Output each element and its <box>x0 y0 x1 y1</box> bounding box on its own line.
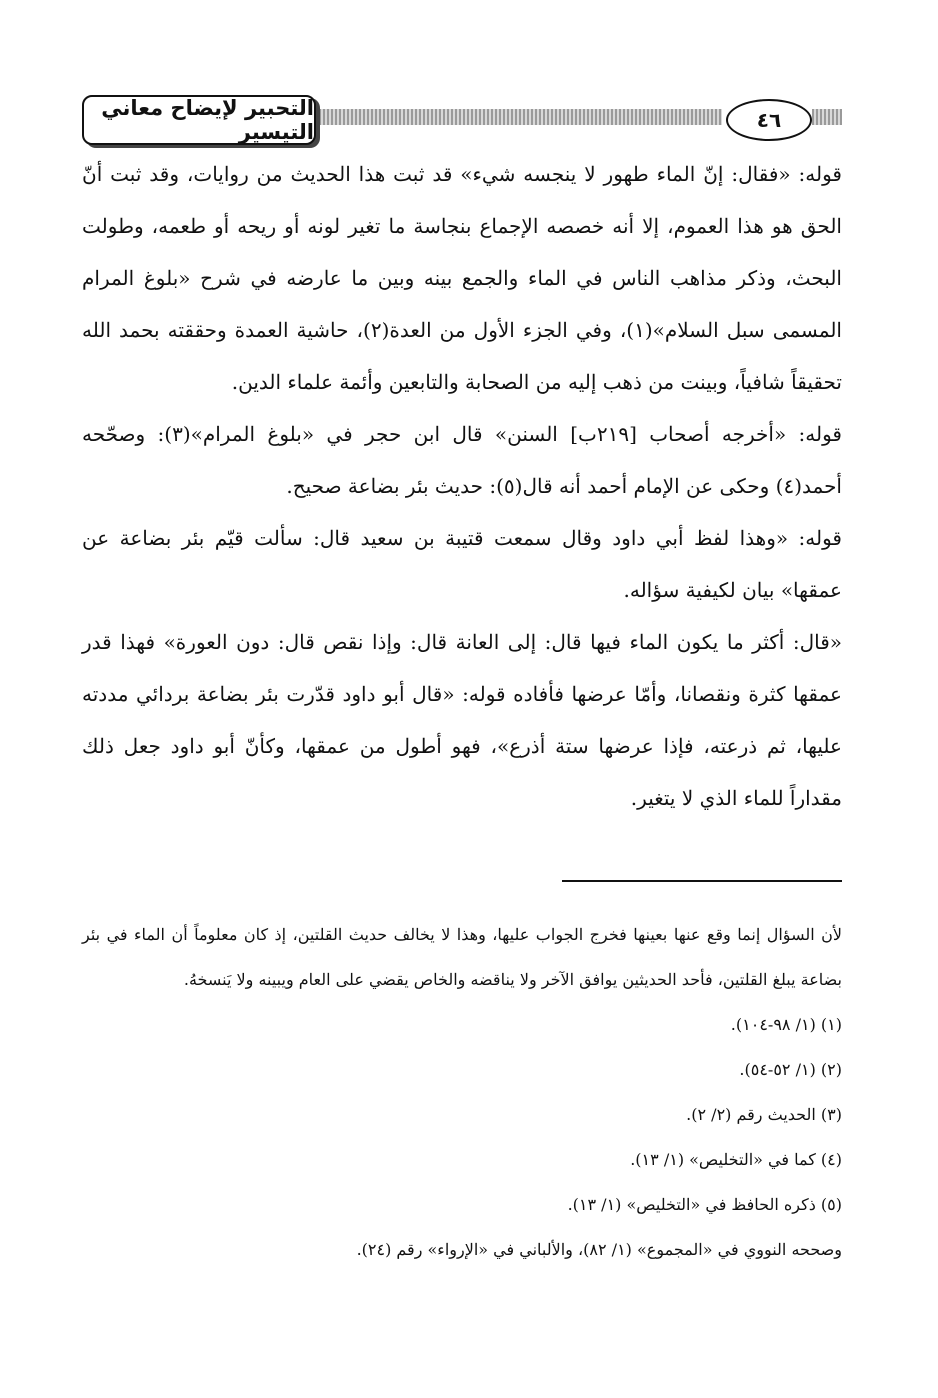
paragraph-4: «قال: أكثر ما يكون الماء فيها قال: إلى العانة قال: وإذا نقص قال: دون العورة» فهذا قدر عمقها كثرة ونقصانا، وأمّا عرضها فأفاده قوله: «قال أبو داود قدّرت بئر بضاعة بردائي مددته عليها، ثم ذرعته، فإذا عرضها ستة أذرع»، فهو أطول من عمقها، وكأنّ أبو داود جعل ذلك مقداراً للماء الذي لا يتغير. <box>82 630 842 810</box>
paragraph-3: قوله: «وهذا لفظ أبي داود وقال سمعت قتيبة بن سعيد قال: سألت قيّم بئر بضاعة عن عمقها» بيان لكيفية سؤاله. <box>82 526 842 602</box>
footnote-continuation: لأن السؤال إنما وقع عنها بعينها فخرج الجواب عليها، وهذا لا يخالف حديث القلتين، إذ كان معلوماً أن الماء في بئر بضاعة يبلغ القلتين، فأحد الحديثين يوافق الآخر ولا يناقضه والخاص يقضي على العام ويبينه ولا يَنسخهُ. <box>82 925 842 989</box>
footnotes <box>82 912 842 1272</box>
paragraph-2: قوله: «أخرجه أصحاب [٢١٩ب] السنن» قال ابن حجر في «بلوغ المرام»(٣): وصحّحه أحمد(٤) وحكى عن الإمام أحمد أنه قال(٥): حديث بئر بضاعة صحيح. <box>82 422 842 498</box>
footnote-3: (٣) الحديث رقم (٢/ ٢). <box>686 1105 842 1124</box>
page-header <box>82 95 842 149</box>
page-number: ٤٦ <box>726 99 812 141</box>
footnote-separator <box>562 880 842 882</box>
footnote-2: (٢) (١/ ٥٢-٥٤). <box>739 1060 842 1079</box>
header-decorative-band-end <box>812 109 842 125</box>
footnote-5-continuation: وصححه النووي في «المجموع» (١/ ٨٢)، والألباني في «الإرواء» رقم (٢٤). <box>356 1240 842 1259</box>
header-decorative-band <box>307 109 722 125</box>
footnote-1: (١) (١/ ٩٨-١٠٤). <box>730 1015 842 1034</box>
book-title: التحبير لإيضاح معاني التيسير <box>82 95 316 145</box>
main-text <box>82 148 842 824</box>
paragraph-1: قوله: «فقال: إنّ الماء طهور لا ينجسه شيء» قد ثبت هذا الحديث من روايات، وقد ثبت أنّ الحق هو هذا العموم، إلا أنه خصصه الإجماع بنجاسة ما تغير لونه أو ريحه أو طعمه، وطولت البحث، وذكر مذاهب الناس في الماء والجمع بينه وبين ما عارضه في شرح «بلوغ المرام المسمى سبل السلام»(١)، وفي الجزء الأول من العدة(٢)، حاشية العمدة وحققته بحمد الله تحقيقاً شافياً، وبينت من ذهب إليه من الصحابة والتابعين وأئمة علماء الدين. <box>82 162 842 394</box>
footnote-4: (٤) كما في «التخليص» (١/ ١٣). <box>630 1150 842 1169</box>
footnote-5: (٥) ذكره الحافظ في «التخليص» (١/ ١٣). <box>567 1195 842 1214</box>
